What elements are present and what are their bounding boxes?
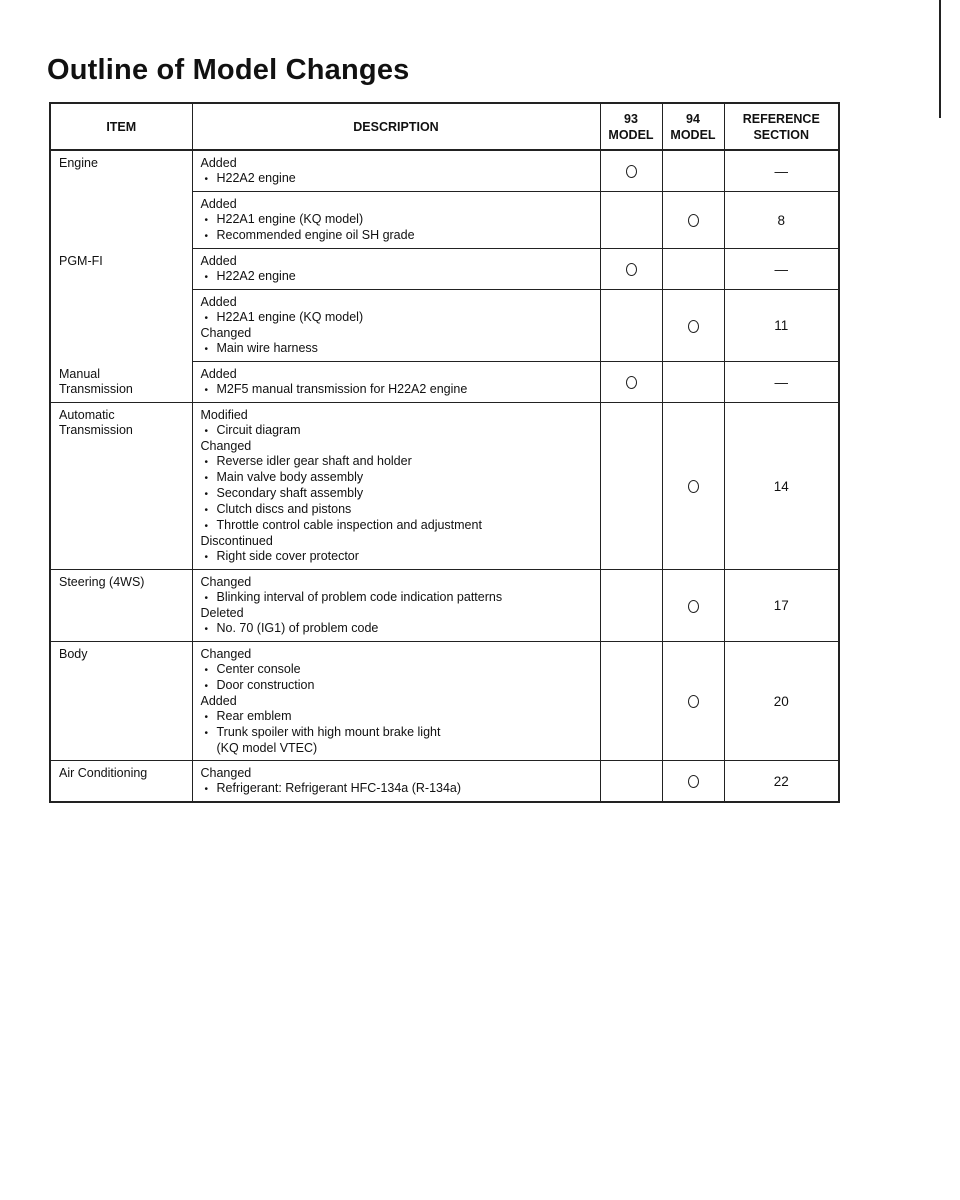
change-detail: • Refrigerant: Refrigerant HFC-134a (R-134a) [201,781,592,797]
change-detail: • Secondary shaft assembly [201,486,592,502]
change-detail: • H22A2 engine [201,171,592,187]
description-cell [192,290,600,362]
description-cell [192,570,600,642]
93-model-cell [600,642,662,761]
header-94-model [662,103,724,150]
table-row [50,570,839,642]
change-type-label: Added [200,156,237,170]
change-detail: • Main valve body assembly [201,470,592,486]
change-type-label: Modified [200,408,248,422]
header-94-model-line1: 94 [686,111,700,126]
reference-section-value: 22 [773,773,789,789]
header-reference-line2: SECTION [753,127,810,142]
reference-section-cell [724,192,839,249]
page-title: Outline of Model Changes [47,54,410,86]
change-detail: • No. 70 (IG1) of problem code [201,621,592,637]
applies-circle-icon [688,695,699,708]
change-type-label: Changed [200,575,252,589]
change-type-label: Added [200,295,237,309]
reference-section-value: — [774,163,788,179]
item-label: Engine [59,156,98,170]
change-detail: • Main wire harness [201,341,592,357]
change-type-label: Deleted [200,606,244,620]
item-cell [50,761,192,803]
table-row [50,403,839,570]
94-model-cell [662,249,724,290]
93-model-cell [600,761,662,803]
change-type-label: Added [200,694,237,708]
change-detail: • Blinking interval of problem code indication patterns [201,590,592,606]
93-model-cell [600,249,662,290]
change-detail: • Clutch discs and pistons [201,502,592,518]
description-cell [192,150,600,192]
93-model-cell [600,362,662,403]
reference-section-value: — [774,374,788,390]
94-model-cell [662,192,724,249]
94-model-cell [662,570,724,642]
applies-circle-icon [688,320,699,333]
change-type-label: Discontinued [200,534,273,548]
header-93-model-line2: MODEL [608,127,654,142]
94-model-cell [662,403,724,570]
applies-circle-icon [688,480,699,493]
item-label: Steering (4WS) [59,575,145,589]
93-model-cell [600,570,662,642]
item-cell [50,642,192,761]
header-93-model-line1: 93 [624,111,638,126]
table-row [50,642,839,761]
94-model-cell [662,290,724,362]
reference-section-cell [724,761,839,803]
change-detail: • Recommended engine oil SH grade [201,228,592,244]
applies-circle-icon [688,775,699,788]
item-label: Transmission [59,423,133,437]
applies-circle-icon [626,376,637,389]
description-cell [192,403,600,570]
header-item: ITEM [50,103,192,150]
table-header [50,103,839,150]
reference-section-value: 17 [773,598,789,613]
item-cell [50,570,192,642]
header-94-model-line2: MODEL [670,127,716,142]
reference-section-cell [724,249,839,290]
applies-circle-icon [688,214,699,227]
item-label: Manual [59,366,100,381]
applies-circle-icon [688,600,699,613]
94-model-cell [662,642,724,761]
item-label: Transmission [59,381,133,396]
change-detail: • Rear emblem [201,709,592,725]
93-model-cell [600,290,662,362]
table-row [50,249,839,290]
reference-section-cell [724,290,839,362]
change-type-label: Changed [200,647,252,661]
reference-section-cell [724,642,839,761]
change-detail: • Center console [201,662,592,678]
item-cell [50,362,192,403]
description-cell [192,642,600,761]
item-cell [50,150,192,249]
item-cell [50,403,192,570]
94-model-cell [662,761,724,803]
change-type-label: Changed [200,766,252,780]
93-model-cell [600,403,662,570]
change-type-label: Added [200,197,237,211]
table-row [50,362,839,403]
table-row [50,761,839,803]
change-detail: • H22A1 engine (KQ model) [201,212,592,228]
change-detail: • H22A1 engine (KQ model) [201,310,592,326]
change-detail: (KQ model VTEC) [216,741,318,755]
change-detail: • Throttle control cable inspection and adjustment [201,518,592,534]
reference-section-value: 20 [773,693,789,709]
item-label: Body [59,647,88,661]
change-detail: • Circuit diagram [201,423,592,439]
reference-section-cell [724,403,839,570]
description-cell [192,761,600,803]
change-type-label: Added [200,367,237,381]
reference-section-value: 14 [773,478,789,494]
item-label: Automatic [59,408,115,422]
table-row [50,150,839,192]
margin-rule [939,0,941,118]
model-changes-table [49,102,840,803]
reference-section-value: 11 [774,318,789,333]
93-model-cell [600,192,662,249]
header-reference-line1: REFERENCE [742,111,820,126]
item-label: Air Conditioning [59,766,148,780]
reference-section-value: — [774,261,788,277]
change-detail: • Reverse idler gear shaft and holder [201,454,592,470]
change-detail: • Door construction [201,678,592,694]
change-detail: • Trunk spoiler with high mount brake light [201,725,592,741]
table-body [50,150,839,802]
header-93-model [600,103,662,150]
change-type-label: Added [200,254,237,268]
item-cell [50,249,192,362]
change-detail: • Right side cover protector [201,549,592,565]
header-reference-section [724,103,839,150]
item-label: PGM-FI [59,253,103,268]
reference-section-cell [724,362,839,403]
applies-circle-icon [626,263,637,276]
description-cell [192,192,600,249]
reference-section-cell [724,570,839,642]
94-model-cell [662,362,724,403]
description-cell [192,249,600,290]
94-model-cell [662,150,724,192]
change-detail: • H22A2 engine [201,269,592,285]
header-description: DESCRIPTION [192,103,600,150]
description-cell [192,362,600,403]
applies-circle-icon [626,165,637,178]
change-detail: • M2F5 manual transmission for H22A2 engine [201,382,592,398]
reference-section-value: 8 [777,212,785,228]
93-model-cell [600,150,662,192]
change-type-label: Changed [200,326,252,340]
reference-section-cell [724,150,839,192]
change-type-label: Changed [200,439,252,453]
